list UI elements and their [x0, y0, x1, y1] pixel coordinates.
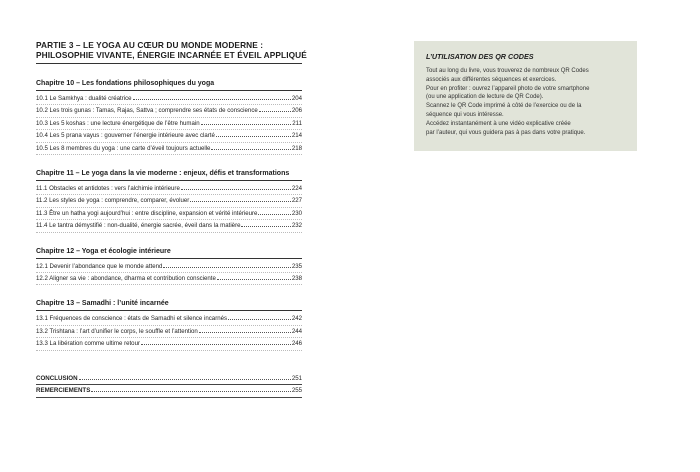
qr-box-line: Accédez instantanément à une vidéo explicative créée [426, 120, 571, 127]
leader-dots [216, 136, 291, 137]
toc-entry[interactable] [36, 105, 302, 117]
toc-entry[interactable] [36, 143, 302, 155]
entry-page: 211 [292, 119, 302, 127]
entry-page: 204 [291, 95, 302, 102]
entry-label: 10.3 Les 5 koshas : une lecture énergétique de l’être humain [36, 119, 200, 127]
toc-entry[interactable] [36, 183, 302, 195]
entry-label: 13.3 La libération comme ultime retour [36, 340, 140, 348]
leader-dots [258, 214, 290, 215]
entry-page: 218 [291, 144, 302, 152]
entry-label: 10.2 Les trois gunas : Tamas, Rajas, Sattva ; comprendre ses états de conscience [36, 107, 258, 115]
entry-page: 242 [291, 315, 302, 323]
entry-label: 12.1 Devenir l’abondance que le monde attend [36, 262, 163, 270]
leader-dots [217, 279, 291, 280]
qr-box-line: par l’auteur, qui vous guidera pas à pas dans votre pratique. [426, 129, 586, 136]
toc-entry[interactable] [36, 93, 302, 105]
qr-box-title: L’UTILISATION DES QR CODES [426, 52, 534, 61]
toc-entry[interactable] [36, 208, 302, 220]
qr-box-line: Tout au long du livre, vous trouverez de nombreux QR Codes [426, 68, 589, 74]
leader-dots [181, 189, 291, 190]
leader-dots [79, 379, 291, 380]
qr-box-line: séquence qui vous intéresse. [426, 111, 504, 118]
entry-label: 13.1 Fréquences de conscience : états de Samadhi et silence incarnés [36, 315, 228, 323]
leader-dots [190, 201, 291, 202]
entry-label: REMERCIEMENTS [36, 387, 91, 395]
entry-label: CONCLUSION [36, 374, 78, 382]
leader-dots [91, 391, 291, 392]
chapter-title: Chapitre 11 – Le yoga dans la vie moderne : enjeux, défis et transformations [36, 170, 290, 178]
leader-dots [201, 124, 292, 125]
chapter-divider [36, 180, 302, 181]
entry-label: 11.2 Les styles de yoga : comprendre, comparer, évoluer [36, 197, 190, 205]
entry-page: 214 [291, 132, 302, 140]
chapter-divider [36, 310, 302, 311]
entry-label: 10.5 Les 8 membres du yoga : une carte d’éveil toujours actuelle [36, 144, 211, 152]
chapter-13 [36, 299, 302, 350]
entry-page: 255 [291, 387, 302, 395]
chapter-10 [36, 79, 302, 155]
entry-label: 11.4 Le tantra démystifié : non-dualité, énergie sacrée, éveil dans la matière [36, 222, 241, 230]
entry-page: 230 [291, 209, 302, 217]
leader-dots [163, 267, 290, 268]
leader-dots [133, 99, 291, 100]
toc-entry[interactable] [36, 338, 302, 350]
toc-entry[interactable] [36, 326, 302, 338]
closing-section [36, 373, 302, 398]
entry-page: 238 [291, 275, 302, 283]
entry-label: 11.3 Être un hatha yogi aujourd’hui : entre discipline, expansion et vérité intérieure [36, 209, 258, 217]
chapter-12 [36, 247, 302, 286]
entry-page: 224 [291, 185, 302, 193]
leader-dots [241, 226, 290, 227]
chapter-title: Chapitre 13 – Samadhi : l’unité incarnée [36, 300, 169, 308]
leader-dots [211, 149, 290, 150]
toc-entry-conclusion[interactable] [36, 373, 302, 385]
entry-label: 11.1 Obstacles et antidotes : vers l’alchimie intérieure [36, 185, 180, 193]
entry-label: 12.2 Aligner sa vie : abondance, dharma et contribution consciente [36, 275, 216, 283]
entry-label: 13.2 Trishtana : l’art d’unifier le corps, le souffle et l’attention [36, 327, 198, 335]
toc-entry-remerciements[interactable] [36, 385, 302, 397]
chapter-title: Chapitre 12 – Yoga et écologie intérieure [36, 247, 171, 255]
entry-page: 206 [291, 107, 302, 115]
qr-box-line: associés aux différentes séquences et exercices. [426, 76, 557, 83]
toc-entry[interactable] [36, 261, 302, 273]
leader-dots [228, 319, 291, 320]
part-title-line-2: PHILOSOPHIE VIVANTE, ÉNERGIE INCARNÉE ET ÉVEIL APPLIQUÉ [36, 50, 307, 60]
chapter-divider [36, 90, 302, 91]
entry-page: 251 [291, 374, 302, 382]
entry-page: 232 [291, 222, 302, 230]
toc-entry[interactable] [36, 195, 302, 207]
chapter-title: Chapitre 10 – Les fondations philosophiques du yoga [36, 80, 215, 87]
chapter-divider [36, 258, 302, 259]
part-title-line-1: PARTIE 3 – LE YOGA AU CŒUR DU MONDE MODERNE : [36, 40, 264, 50]
toc-entry[interactable] [36, 220, 302, 232]
leader-dots [141, 344, 291, 345]
toc-entry[interactable] [36, 118, 302, 130]
qr-box-line: Pour en profiter : ouvrez l’appareil photo de votre smartphone [426, 85, 590, 92]
toc-entry[interactable] [36, 273, 302, 285]
entry-page: 235 [291, 262, 302, 270]
entry-page: 244 [291, 327, 302, 335]
leader-dots [199, 332, 291, 333]
entry-label: 10.1 Le Samkhya : dualité créatrice [36, 95, 132, 102]
toc-entry[interactable] [36, 130, 302, 142]
part-title [36, 40, 307, 64]
toc-entry[interactable] [36, 313, 302, 325]
entry-label: 10.4 Les 5 prana vayus : gouverner l’énergie intérieure avec clarté [36, 132, 215, 140]
qr-codes-info-box [414, 41, 637, 151]
entry-page: 246 [291, 340, 302, 348]
qr-box-line: Scannez le QR Code imprimé à côté de l’exercice ou de la [426, 103, 582, 110]
chapter-11 [36, 169, 302, 233]
leader-dots [259, 111, 291, 112]
entry-page: 227 [291, 197, 302, 205]
qr-box-line: (ou une application de lecture de QR Code). [426, 94, 544, 101]
table-of-contents [36, 40, 307, 398]
